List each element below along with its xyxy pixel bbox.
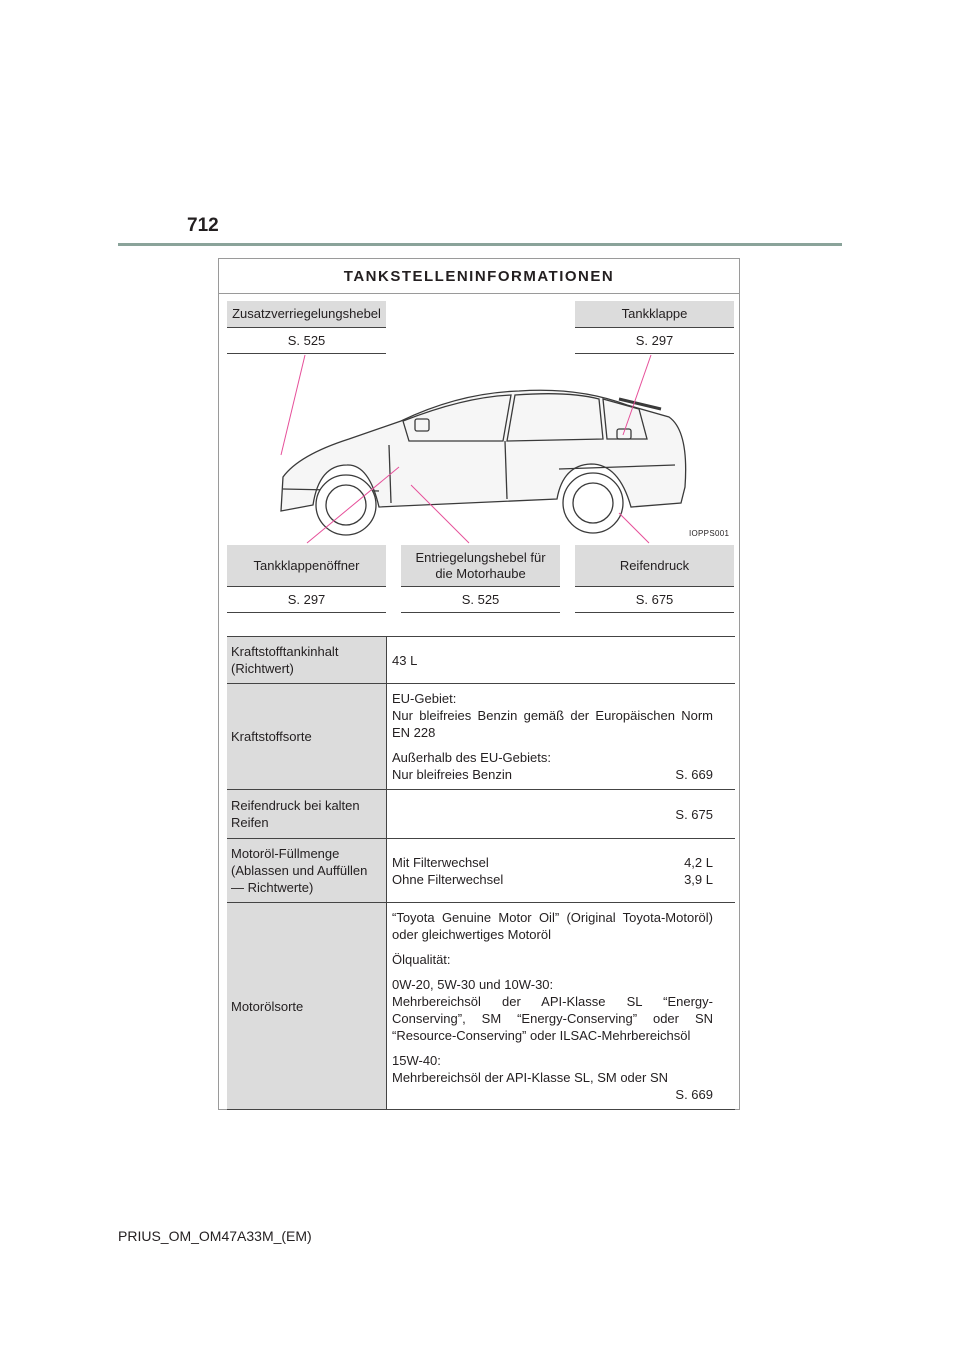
table-row bbox=[227, 903, 735, 1110]
text-line bbox=[392, 854, 713, 871]
car-outline bbox=[281, 390, 686, 535]
box-title: TANKSTELLENINFORMATIONEN bbox=[219, 259, 739, 294]
ref-motorhaube-hebel: S. 525 bbox=[401, 587, 560, 613]
row-value bbox=[387, 684, 735, 789]
text-line: 0W-20, 5W-30 und 10W-30: bbox=[392, 977, 554, 992]
page-number: 712 bbox=[187, 215, 219, 236]
ref-tankklappenoeffner: S. 297 bbox=[227, 587, 386, 613]
label-motorhaube-hebel: Entriegelungshebel für die Motorhaube bbox=[401, 545, 560, 587]
text: Mit Filterwechsel bbox=[392, 854, 489, 870]
paragraph bbox=[392, 976, 713, 1044]
row-value bbox=[387, 903, 735, 1109]
row-value: S. 675 bbox=[675, 806, 713, 822]
row-head: Kraftstofftankinhalt (Richtwert) bbox=[227, 637, 387, 683]
paragraph: Ölqualität: bbox=[392, 952, 451, 967]
ref-tankklappe: S. 297 bbox=[575, 328, 734, 354]
header-rule bbox=[118, 243, 842, 246]
paragraph bbox=[392, 749, 713, 783]
spec-table bbox=[227, 636, 735, 1110]
footer-code: PRIUS_OM_OM47A33M_(EM) bbox=[118, 1228, 312, 1244]
paragraph bbox=[392, 1052, 713, 1103]
table-row bbox=[227, 684, 735, 790]
ref-reifendruck: S. 675 bbox=[575, 587, 734, 613]
text-line: Nur bleifreies Benzin gemäß der Europäischen Norm EN 228 bbox=[392, 708, 713, 740]
text: Nur bleifreies Benzin bbox=[392, 767, 512, 782]
row-value bbox=[387, 839, 735, 902]
text-line: Außerhalb des EU-Gebiets: bbox=[392, 750, 551, 765]
text: Ohne Filterwechsel bbox=[392, 871, 504, 887]
info-box bbox=[218, 258, 740, 1110]
page-ref: S. 669 bbox=[675, 767, 713, 782]
text-line: EU-Gebiet: bbox=[392, 691, 457, 706]
text-line: Mehrbereichsöl der API-Klasse SL, SM oder SN bbox=[392, 1070, 669, 1085]
label-zusatzverriegelungshebel: Zusatzverriegelungshebel bbox=[227, 301, 386, 328]
paragraph: “Toyota Genuine Motor Oil” (Original Toyota-Motoröl) oder gleichwertiges Motoröl bbox=[392, 910, 713, 942]
ref-zusatzverriegelungshebel: S. 525 bbox=[227, 328, 386, 354]
text-line: 15W-40: bbox=[392, 1053, 441, 1068]
row-head: Reifendruck bei kalten Reifen bbox=[227, 790, 387, 838]
value: 4,2 L bbox=[684, 854, 713, 870]
label-tankklappenoeffner: Tankklappenöffner bbox=[227, 545, 386, 587]
value: 3,9 L bbox=[684, 871, 713, 887]
text-line: Mehrbereichsöl der API-Klasse SL “Energy-Conserving”, SM “Energy-Conserving” oder SN “Resource-Conserving” oder ILSAC-Mehrbereichsöl bbox=[392, 994, 713, 1043]
figure-code: IOPPS001 bbox=[689, 529, 730, 538]
page-ref: S. 669 bbox=[675, 1087, 713, 1102]
label-tankklappe: Tankklappe bbox=[575, 301, 734, 328]
text-line bbox=[392, 871, 713, 888]
table-row bbox=[227, 637, 735, 684]
table-row bbox=[227, 790, 735, 839]
row-head: Kraftstoffsorte bbox=[227, 684, 387, 789]
label-reifendruck: Reifendruck bbox=[575, 545, 734, 587]
row-head: Motorölsorte bbox=[227, 903, 387, 1109]
table-row bbox=[227, 839, 735, 903]
text-line-ref bbox=[392, 766, 713, 783]
row-head: Motoröl-Füllmenge (Ablassen und Auffüllen — Richtwerte) bbox=[227, 839, 387, 902]
row-value: 43 L bbox=[392, 652, 418, 668]
paragraph bbox=[392, 690, 713, 741]
